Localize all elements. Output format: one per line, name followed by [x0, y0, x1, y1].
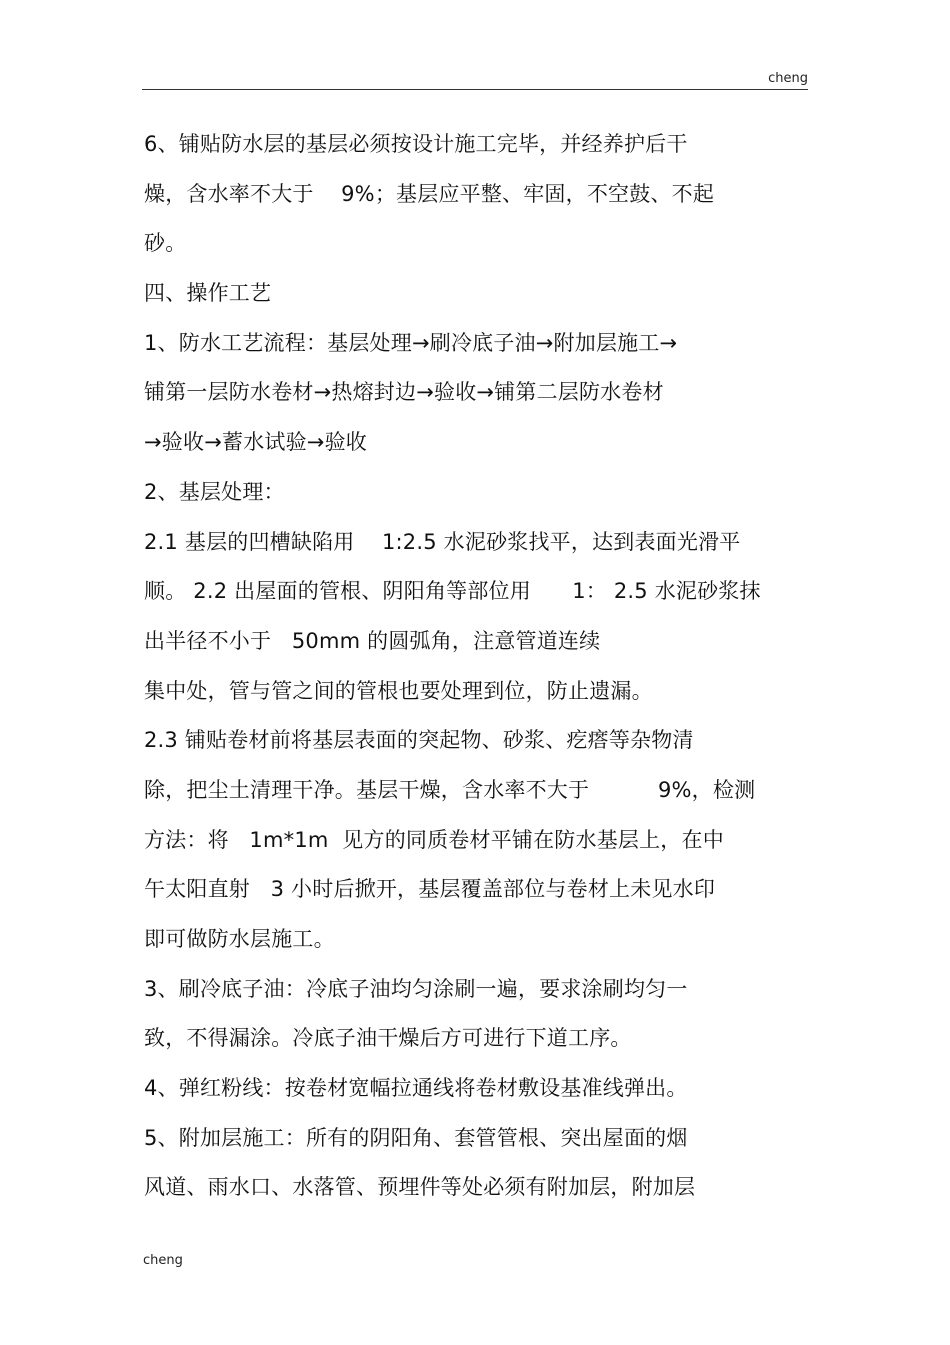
text-line: 顺。 2.2 出屋面的管根、阴阳角等部位用 1： 2.5 水泥砂浆抹: [144, 579, 761, 604]
text-line: →验收→蓄水试验→验收: [144, 430, 367, 455]
text-line: 除，把尘土清理干净。基层干燥，含水率不大于 9%，检测: [144, 777, 756, 802]
text-line: 集中处，管与管之间的管根也要处理到位，防止遗漏。: [144, 678, 653, 703]
text-line: 3、刷冷底子油：冷底子油均匀涂刷一遍，要求涂刷均匀一: [144, 976, 688, 1001]
text-line: 风道、雨水口、水落管、预埋件等处必须有附加层，附加层: [144, 1175, 696, 1200]
text-line: 6、铺贴防水层的基层必须按设计施工完毕，并经养护后干: [144, 132, 688, 156]
text-line: 2.1 基层的凹槽缺陷用 1:2.5 水泥砂浆找平，达到表面光滑平: [144, 529, 741, 554]
text-line: 即可做防水层施工。: [144, 927, 335, 951]
text-line: 致，不得漏涂。冷底子油干燥后方可进行下道工序。: [144, 1026, 632, 1051]
text-line: 4、弹红粉线：按卷材宽幅拉通线将卷材敷设基准线弹出。: [144, 1076, 688, 1101]
text-line: 出半径不小于 50mm 的圆弧角，注意管道连续: [144, 628, 601, 653]
text-line: 1、防水工艺流程：基层处理→刷冷底子油→附加层施工→: [144, 330, 678, 355]
text-line: 燥，含水率不大于 9%；基层应平整、牢固，不空鼓、不起: [144, 181, 715, 206]
text-line: 2、基层处理：: [144, 479, 285, 504]
text-line: 5、附加层施工：所有的阴阳角、套管管根、突出屋面的烟: [144, 1125, 688, 1150]
page-footer-text: cheng: [143, 1253, 183, 1268]
text-line: 方法：将 1m*1m 见方的同质卷材平铺在防水基层上，在中: [144, 827, 724, 852]
section-heading: 四、操作工艺: [144, 281, 272, 306]
text-line: 铺第一层防水卷材→热熔封边→验收→铺第二层防水卷材: [144, 380, 664, 405]
header-divider: [142, 89, 808, 90]
document-body: [144, 120, 824, 1213]
text-line: 砂。: [144, 231, 187, 256]
text-line: 午太阳直射 3 小时后掀开，基层覆盖部位与卷材上未见水印: [144, 877, 716, 902]
text-line: 2.3 铺贴卷材前将基层表面的突起物、砂浆、疙瘩等杂物清: [144, 728, 694, 753]
page-header-text: cheng: [768, 71, 808, 86]
